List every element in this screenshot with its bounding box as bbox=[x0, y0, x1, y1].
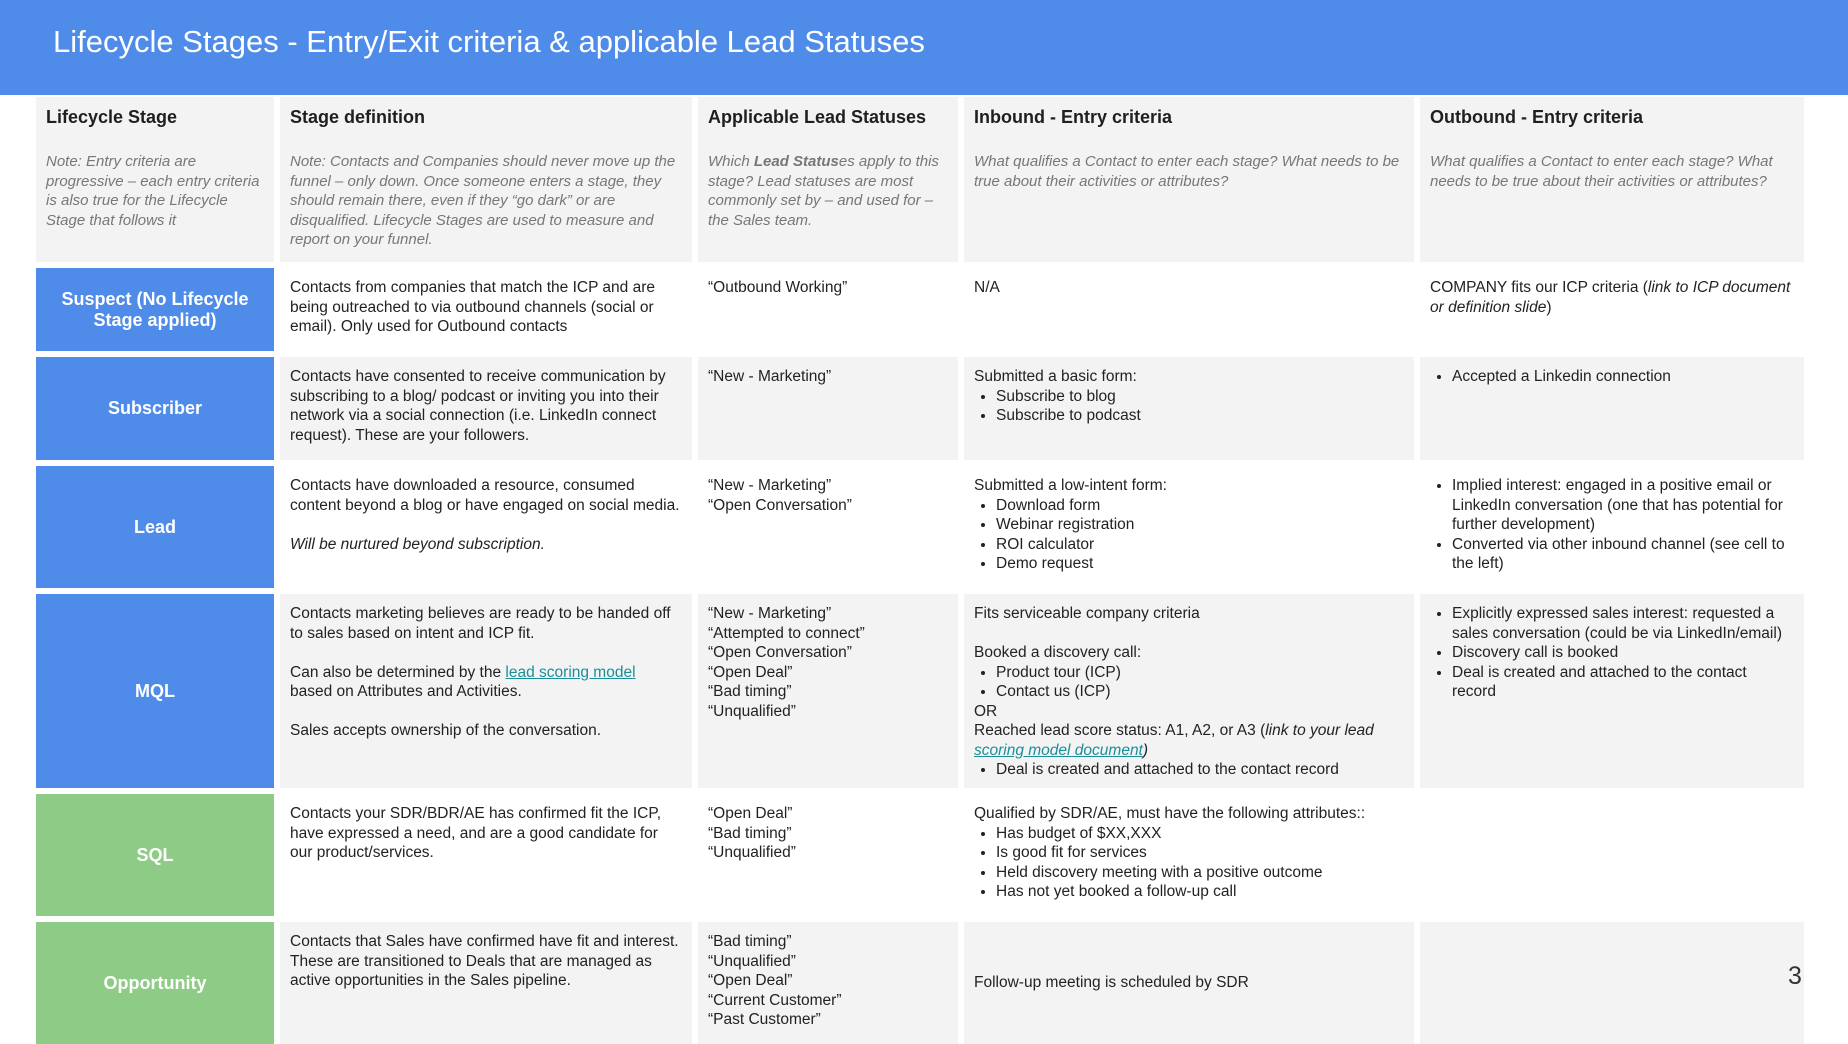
definition-cell: Contacts have consented to receive communication by subscribing to a blog/ podcast or inviting you into their network via a social connection (i.e. LinkedIn connect request). These are your followers. bbox=[280, 357, 692, 460]
status-item: “Open Conversation” bbox=[708, 644, 852, 661]
header-title: Outbound - Entry criteria bbox=[1430, 107, 1644, 127]
header-lifecycle-stage bbox=[36, 97, 274, 262]
list-item: • Webinar registration bbox=[996, 515, 1404, 535]
scoring-model-document-link[interactable]: scoring model document bbox=[974, 741, 1143, 759]
statuses-cell bbox=[698, 357, 958, 460]
list-item: • Deal is created and attached to the contact record bbox=[996, 760, 1404, 780]
spacer bbox=[974, 624, 1404, 644]
outbound-cell bbox=[1420, 794, 1804, 916]
stage-suspect: Suspect (No Lifecycle Stage applied) bbox=[36, 268, 274, 351]
list-item: • Held discovery meeting with a positive outcome bbox=[996, 863, 1404, 883]
header-note bbox=[708, 152, 948, 230]
status-item: “Outbound Working” bbox=[708, 279, 848, 296]
cell-text: Qualified by SDR/AE, must have the following attributes:: bbox=[974, 805, 1366, 822]
status-item: “Bad timing” bbox=[708, 933, 792, 950]
list-item: • Subscribe to blog bbox=[996, 387, 1404, 407]
cell-italic-text: link to ICP document or definition slide bbox=[1430, 279, 1791, 316]
header-stage-definition bbox=[280, 97, 692, 262]
cell-text: Follow-up meeting is scheduled by SDR bbox=[974, 974, 1249, 992]
status-item: “Open Deal” bbox=[708, 972, 793, 989]
note-bold-text: Lead Status bbox=[753, 153, 839, 170]
cell-text: Submitted a low-intent form: bbox=[974, 477, 1167, 494]
bullet-list bbox=[974, 387, 1404, 426]
stage-opportunity: Opportunity bbox=[36, 922, 274, 1044]
cell-text: COMPANY fits our ICP criteria ( bbox=[1430, 279, 1648, 296]
spacer bbox=[290, 515, 682, 535]
outbound-cell bbox=[1420, 357, 1804, 460]
inbound-cell bbox=[964, 466, 1414, 588]
inbound-cell bbox=[964, 594, 1414, 788]
cell-text: Can also be determined by the bbox=[290, 663, 506, 681]
header-note: What qualifies a Contact to enter each stage? What needs to be true about their activities or attributes? bbox=[1430, 153, 1773, 190]
status-item: “Past Customer” bbox=[708, 1011, 821, 1028]
outbound-cell bbox=[1420, 466, 1804, 588]
stage-sql: SQL bbox=[36, 794, 274, 916]
status-item: “Bad timing” bbox=[708, 683, 792, 700]
header-outbound-criteria bbox=[1420, 97, 1804, 262]
outbound-cell bbox=[1420, 268, 1804, 351]
list-item: • Converted via other inbound channel (see cell to the left) bbox=[1452, 535, 1794, 574]
list-item: • Is good fit for services bbox=[996, 843, 1404, 863]
list-item: • Subscribe to podcast bbox=[996, 406, 1404, 426]
cell-text: OR bbox=[974, 702, 998, 720]
statuses-cell bbox=[698, 268, 958, 351]
inbound-cell: N/A bbox=[964, 268, 1414, 351]
spacer bbox=[290, 702, 682, 722]
list-item: • Has budget of $XX,XXX bbox=[996, 824, 1404, 844]
cell-text: Reached lead score status: A1, A2, or A3 ( bbox=[974, 722, 1266, 739]
cell-text: Fits serviceable company criteria bbox=[974, 605, 1200, 622]
status-item: “New - Marketing” bbox=[708, 477, 832, 494]
list-item: • Deal is created and attached to the contact record bbox=[1452, 663, 1794, 702]
outbound-cell bbox=[1420, 922, 1804, 1044]
statuses-cell bbox=[698, 794, 958, 916]
list-item: • Has not yet booked a follow-up call bbox=[996, 882, 1404, 902]
cell-text: based on Attributes and Activities. bbox=[290, 683, 522, 700]
header-title: Inbound - Entry criteria bbox=[974, 107, 1173, 127]
list-item: • Download form bbox=[996, 496, 1404, 516]
definition-cell bbox=[280, 466, 692, 588]
bullet-list bbox=[974, 824, 1404, 902]
cell-text bbox=[290, 663, 682, 702]
statuses-cell bbox=[698, 594, 958, 788]
page-number: 3 bbox=[1788, 962, 1802, 990]
status-item: “Open Deal” bbox=[708, 805, 793, 822]
cell-text bbox=[974, 721, 1404, 760]
note-text: es apply to this stage? Lead statuses are most commonly set by – and used for – the Sales team. bbox=[708, 153, 939, 229]
inbound-cell bbox=[964, 922, 1414, 1044]
header-note: What qualifies a Contact to enter each stage? What needs to be true about their activities or attributes? bbox=[974, 153, 1400, 190]
bullet-list bbox=[974, 496, 1404, 574]
cell-text: Submitted a basic form: bbox=[974, 368, 1137, 385]
cell-text: ) bbox=[1546, 298, 1552, 316]
definition-cell: Contacts from companies that match the ICP and are being outreached to via outbound channels (social or email). Only used for Outbound contacts bbox=[280, 268, 692, 351]
statuses-cell bbox=[698, 466, 958, 588]
status-item: “Bad timing” bbox=[708, 824, 792, 842]
header-title: Lifecycle Stage bbox=[46, 107, 178, 127]
status-item: “Unqualified” bbox=[708, 952, 796, 970]
stage-subscriber: Subscriber bbox=[36, 357, 274, 460]
header-inbound-criteria bbox=[964, 97, 1414, 262]
stage-lead: Lead bbox=[36, 466, 274, 588]
bullet-list bbox=[1430, 604, 1794, 702]
cell-italic-text: link to your lead bbox=[1265, 722, 1374, 739]
spacer bbox=[290, 643, 682, 663]
status-item: “Unqualified” bbox=[708, 844, 796, 861]
list-item: • Accepted a Linkedin connection bbox=[1452, 367, 1794, 387]
lifecycle-table bbox=[36, 97, 1791, 1028]
statuses-cell bbox=[698, 922, 958, 1044]
definition-cell: Contacts your SDR/BDR/AE has confirmed fit the ICP, have expressed a need, and are a good candidate for our product/services. bbox=[280, 794, 692, 916]
outbound-cell bbox=[1420, 594, 1804, 788]
list-item: • Implied interest: engaged in a positive email or LinkedIn conversation (one that has potential for further development) bbox=[1452, 476, 1794, 535]
status-item: “Attempted to connect” bbox=[708, 624, 865, 642]
page-title: Lifecycle Stages - Entry/Exit criteria & applicable Lead Statuses bbox=[53, 24, 925, 59]
status-item: “New - Marketing” bbox=[708, 605, 832, 622]
bullet-list bbox=[1430, 367, 1794, 387]
stage-mql: MQL bbox=[36, 594, 274, 788]
header-note: Note: Entry criteria are progressive – each entry criteria is also true for the Lifecycle Stage that follows it bbox=[46, 153, 260, 229]
status-item: “New - Marketing” bbox=[708, 368, 832, 385]
header-title: Stage definition bbox=[290, 107, 425, 127]
cell-text: Contacts marketing believes are ready to be handed off to sales based on intent and ICP fit. bbox=[290, 605, 671, 642]
title-bar bbox=[0, 0, 1848, 95]
header-applicable-statuses bbox=[698, 97, 958, 262]
cell-italic-text: ) bbox=[1142, 741, 1149, 759]
list-item: • Explicitly expressed sales interest: requested a sales conversation (could be via LinkedIn/email) bbox=[1452, 604, 1794, 643]
bullet-list bbox=[974, 760, 1404, 780]
list-item: • Discovery call is booked bbox=[1452, 643, 1794, 663]
header-note: Note: Contacts and Companies should never move up the funnel – only down. Once someone enters a stage, they should remain there, even if they “go dark” or are disqualified. Lifecycle Stages are used to measure and report on your funnel. bbox=[290, 153, 676, 248]
status-item: “Open Conversation” bbox=[708, 496, 852, 514]
list-item: • Contact us (ICP) bbox=[996, 682, 1404, 702]
cell-text: Booked a discovery call: bbox=[974, 644, 1142, 661]
list-item: • Demo request bbox=[996, 554, 1404, 574]
header-title: Applicable Lead Statuses bbox=[708, 107, 927, 127]
definition-cell: Contacts that Sales have confirmed have fit and interest. These are transitioned to Deals that are managed as active opportunities in the Sales pipeline. bbox=[280, 922, 692, 1044]
status-item: “Current Customer” bbox=[708, 991, 842, 1009]
list-item: • Product tour (ICP) bbox=[996, 663, 1404, 683]
definition-cell bbox=[280, 594, 692, 788]
bullet-list bbox=[1430, 476, 1794, 574]
inbound-cell bbox=[964, 794, 1414, 916]
cell-text: Sales accepts ownership of the conversation. bbox=[290, 722, 602, 739]
list-item: • ROI calculator bbox=[996, 535, 1404, 555]
status-item: “Open Deal” bbox=[708, 663, 793, 681]
cell-italic-text: Will be nurtured beyond subscription. bbox=[290, 535, 545, 553]
inbound-cell bbox=[964, 357, 1414, 460]
status-item: “Unqualified” bbox=[708, 702, 796, 720]
cell-text: Contacts have downloaded a resource, consumed content beyond a blog or have engaged on social media. bbox=[290, 477, 680, 514]
note-text: Which bbox=[708, 153, 754, 170]
lead-scoring-model-link[interactable]: lead scoring model bbox=[505, 663, 636, 681]
bullet-list bbox=[974, 663, 1404, 702]
